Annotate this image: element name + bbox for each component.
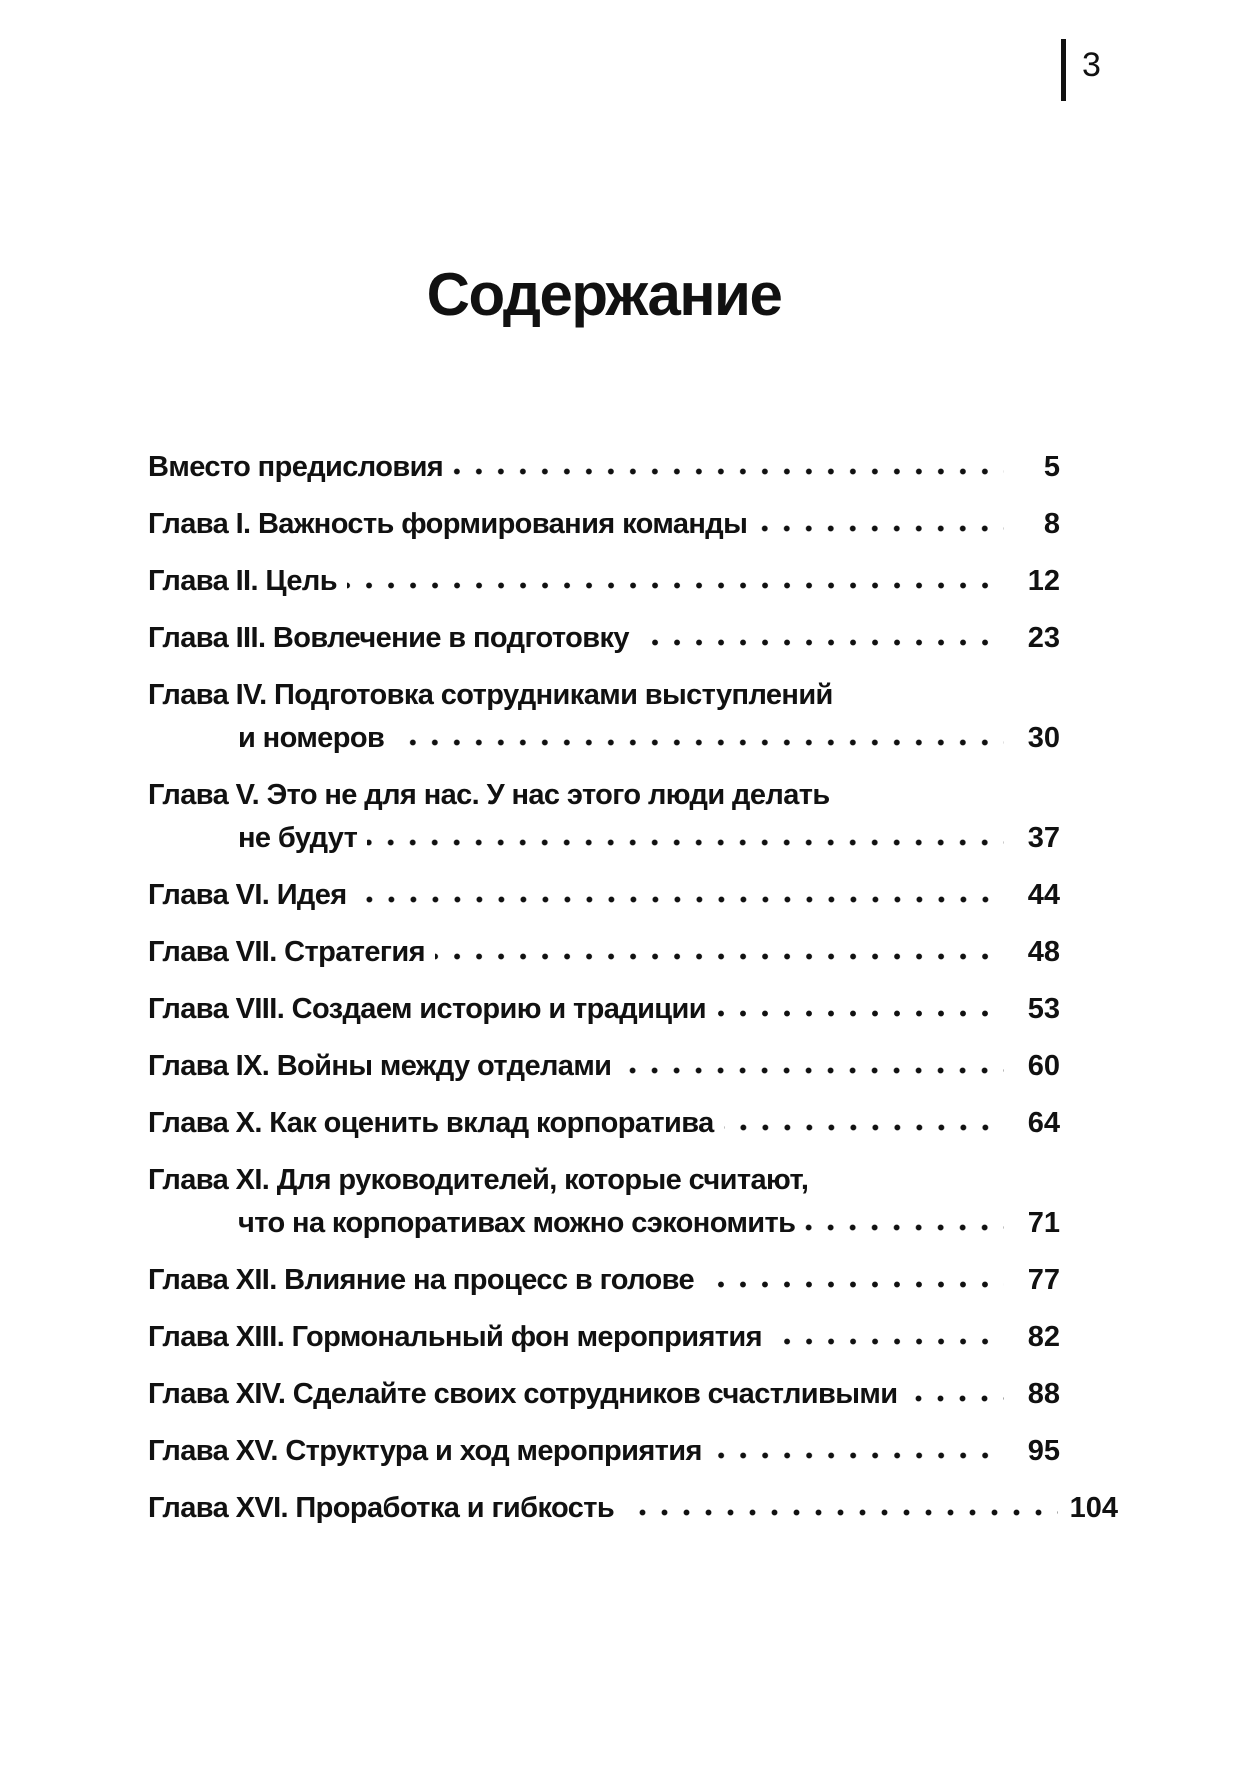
toc-entry-title: Глава XIII. Гормональный фон мероприятия (148, 1321, 762, 1353)
toc-entry-title: Глава XI. Для руководителей, которые считают, (148, 1164, 809, 1196)
dot-leader (394, 738, 1004, 747)
toc-entry-title: Глава X. Как оценить вклад корпоратива (148, 1107, 714, 1139)
toc-entry-title: Глава II. Цель (148, 565, 337, 597)
folio-divider-bar (1061, 39, 1066, 101)
toc-entry (148, 1316, 1060, 1359)
toc-entry (148, 1045, 1060, 1088)
toc-list (148, 446, 1118, 1544)
toc-entry-page-number: 71 (1027, 1207, 1060, 1239)
dot-leader (347, 581, 1004, 590)
toc-entry-page-number: 53 (1027, 993, 1060, 1025)
toc-entry-title: Глава V. Это не для нас. У нас этого люди делать (148, 779, 830, 811)
toc-entry-page-number: 5 (1043, 451, 1060, 483)
toc-entry-title: Глава III. Вовлечение в подготовку (148, 622, 629, 654)
toc-entry (148, 774, 1060, 860)
toc-entry-title: Глава XV. Структура и ход мероприятия (148, 1435, 702, 1467)
toc-entry-title: Глава VIII. Создаем историю и традиции (148, 993, 706, 1025)
toc-entry-page-number: 88 (1027, 1378, 1060, 1410)
toc-entry-page-number: 77 (1027, 1264, 1060, 1296)
toc-entry (148, 617, 1060, 660)
dot-leader (435, 952, 1004, 961)
dot-leader (639, 638, 1004, 647)
toc-entry (148, 1259, 1060, 1302)
dot-leader (772, 1337, 1004, 1346)
dot-leader (624, 1508, 1058, 1517)
toc-entry-title: Глава IV. Подготовка сотрудниками выступлений (148, 679, 833, 711)
toc-entry-page-number: 23 (1027, 622, 1060, 654)
dot-leader (757, 524, 1004, 533)
toc-entry-page-number: 104 (1069, 1492, 1118, 1524)
toc-entry-title-continuation: что на корпоративах можно сэкономить (238, 1207, 796, 1239)
dot-leader (724, 1123, 1004, 1132)
toc-entry (148, 1159, 1060, 1245)
toc-entry-title: Глава XII. Влияние на процесс в голове (148, 1264, 695, 1296)
toc-entry (148, 1487, 1118, 1530)
toc-entry-page-number: 44 (1027, 879, 1060, 911)
dot-leader (357, 895, 1004, 904)
toc-entry (148, 1430, 1060, 1473)
page-title: Содержание (426, 261, 782, 329)
toc-entry-title: Глава IX. Войны между отделами (148, 1050, 612, 1082)
dot-leader (453, 467, 1004, 476)
toc-entry (148, 931, 1060, 974)
toc-entry-page-number: 95 (1027, 1435, 1060, 1467)
toc-entry (148, 1102, 1060, 1145)
dot-leader (907, 1394, 1004, 1403)
toc-entry-page-number: 8 (1043, 508, 1060, 540)
toc-entry-page-number: 30 (1027, 722, 1060, 754)
dot-leader (367, 838, 1004, 847)
toc-entry-page-number: 48 (1027, 936, 1060, 968)
toc-entry (148, 988, 1060, 1031)
dot-leader (805, 1223, 1004, 1232)
toc-entry (148, 446, 1060, 489)
toc-entry (148, 1373, 1060, 1416)
toc-entry-title-continuation: и номеров (238, 722, 385, 754)
toc-entry-title: Глава I. Важность формирования команды (148, 508, 748, 540)
toc-entry-title: Глава XIV. Сделайте своих сотрудников счастливыми (148, 1378, 898, 1410)
toc-entry-page-number: 12 (1027, 565, 1060, 597)
dot-leader (712, 1451, 1004, 1460)
toc-entry-title: Вместо предисловия (148, 451, 444, 483)
toc-entry-page-number: 82 (1027, 1321, 1060, 1353)
toc-entry-title: Глава VI. Идея (148, 879, 347, 911)
toc-entry-title-continuation: не будут (238, 822, 358, 854)
toc-entry-page-number: 60 (1027, 1050, 1060, 1082)
dot-leader (716, 1009, 1004, 1018)
toc-entry-title: Глава XVI. Проработка и гибкость (148, 1492, 615, 1524)
dot-leader (704, 1280, 1004, 1289)
toc-entry-title: Глава VII. Стратегия (148, 936, 425, 968)
toc-entry (148, 874, 1060, 917)
toc-entry (148, 560, 1060, 603)
toc-entry-page-number: 64 (1027, 1107, 1060, 1139)
toc-entry (148, 503, 1060, 546)
dot-leader (621, 1066, 1004, 1075)
toc-entry (148, 674, 1060, 760)
toc-entry-page-number: 37 (1027, 822, 1060, 854)
folio-page-number: 3 (1082, 46, 1101, 84)
